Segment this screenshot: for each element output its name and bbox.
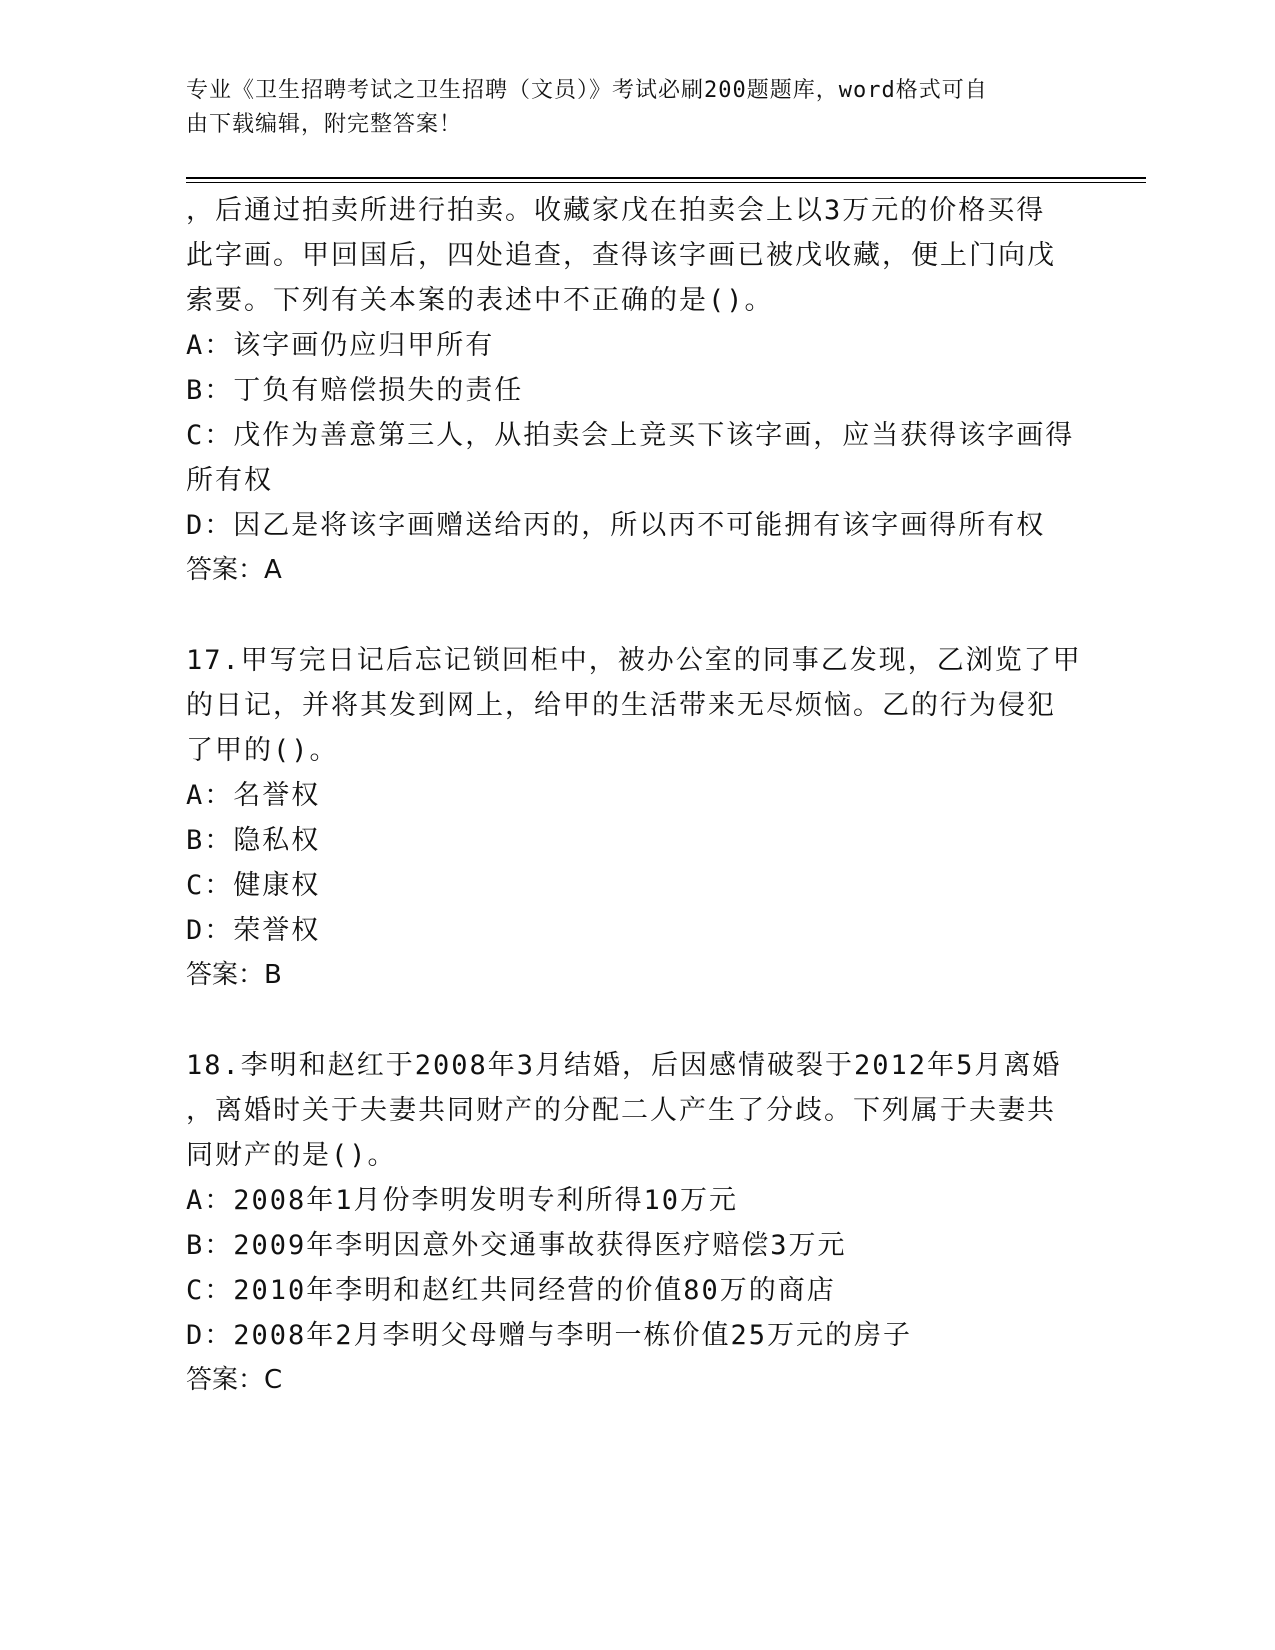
option-b: B：丁负有赔偿损失的责任 xyxy=(186,375,524,406)
document-page xyxy=(186,0,1146,1650)
header-title-line-2: 由下载编辑，附完整答案！ xyxy=(186,112,463,137)
question-stem-line: 的日记，并将其发到网上，给甲的生活带来无尽烦恼。乙的行为侵犯 xyxy=(186,690,1056,721)
question-stem-line: 索要。下列有关本案的表述中不正确的是()。 xyxy=(186,285,774,316)
question-stem-line: ，后通过拍卖所进行拍卖。收藏家戊在拍卖会上以3万元的价格买得 xyxy=(186,195,1046,226)
option-a: A：该字画仍应归甲所有 xyxy=(186,330,495,361)
question-stem-line: ，离婚时关于夫妻共同财产的分配二人产生了分歧。下列属于夫妻共 xyxy=(186,1095,1056,1126)
question-16 xyxy=(186,188,1075,593)
question-18 xyxy=(186,1043,1066,1403)
option-b: B：隐私权 xyxy=(186,825,321,856)
question-stem-line: 了甲的()。 xyxy=(186,735,339,766)
header-rule-thin xyxy=(186,182,1146,183)
page-header xyxy=(186,74,1066,142)
option-d: D：2008年2月李明父母赠与李明一栋价值25万元的房子 xyxy=(186,1320,913,1351)
question-17 xyxy=(186,638,1082,998)
spacer xyxy=(186,998,1066,1043)
header-title-line-1: 专业《卫生招聘考试之卫生招聘（文员）》考试必刷200题题库，word格式可自 xyxy=(186,78,988,103)
option-a: A：名誉权 xyxy=(186,780,321,811)
spacer xyxy=(186,593,1066,638)
option-d: D：荣誉权 xyxy=(186,915,321,946)
option-c-continued: 所有权 xyxy=(186,465,273,496)
option-c: C：健康权 xyxy=(186,870,321,901)
option-c: C：2010年李明和赵红共同经营的价值80万的商店 xyxy=(186,1275,836,1306)
answer-line: 答案：C xyxy=(186,1365,283,1395)
question-stem-line: 17.甲写完日记后忘记锁回柜中，被办公室的同事乙发现，乙浏览了甲 xyxy=(186,645,1082,676)
option-d: D：因乙是将该字画赠送给丙的，所以丙不可能拥有该字画得所有权 xyxy=(186,510,1046,541)
option-b: B：2009年李明因意外交通事故获得医疗赔偿3万元 xyxy=(186,1230,847,1261)
question-stem-line: 18.李明和赵红于2008年3月结婚，后因感情破裂于2012年5月离婚 xyxy=(186,1050,1062,1081)
header-rule-thick xyxy=(186,177,1146,179)
answer-line: 答案：A xyxy=(186,555,282,585)
question-content xyxy=(186,188,1082,1403)
question-stem-line: 同财产的是()。 xyxy=(186,1140,397,1171)
question-stem-line: 此字画。甲回国后，四处追查，查得该字画已被戊收藏，便上门向戊 xyxy=(186,240,1056,271)
option-c: C：戊作为善意第三人，从拍卖会上竞买下该字画，应当获得该字画得 xyxy=(186,420,1075,451)
answer-line: 答案：B xyxy=(186,960,282,990)
option-a: A：2008年1月份李明发明专利所得10万元 xyxy=(186,1185,739,1216)
